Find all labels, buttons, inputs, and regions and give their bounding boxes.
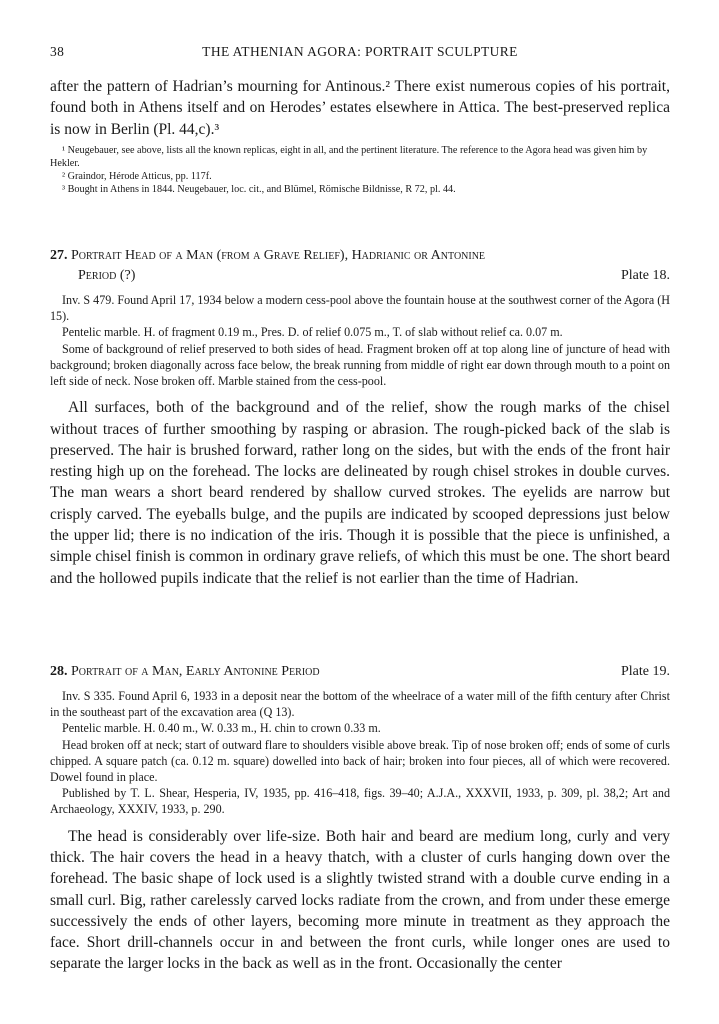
entry-27-condition: Some of background of relief preserved to both sides of head. Fragment broken off at top along line of juncture of head with background; broken diagonally across face below, the break running from middle of right ear down through mouth to a point on left side of neck. Nose broken off. Marble stained from the cess-pool.: [50, 341, 670, 389]
footnote-1: ¹ Neugebauer, see above, lists all the known replicas, eight in all, and the pertinent literature. The reference to the Agora head was given him by Hekler.: [50, 145, 648, 169]
page-number: 38: [50, 44, 65, 59]
footnote-2: ² Graindor, Hérode Atticus, pp. 117f.: [62, 171, 212, 182]
entry-28-material: Pentelic marble. H. 0.40 m., W. 0.33 m., H. chin to crown 0.33 m.: [62, 721, 381, 736]
entry-27-number: 27.: [50, 248, 68, 263]
entry-27: [50, 246, 670, 589]
entry-28: [50, 662, 670, 975]
entry-27-inventory: Inv. S 479. Found April 17, 1934 below a modern cess-pool above the fountain house at the southwest corner of the Agora (H 15).: [50, 293, 670, 324]
entry-28-heading: [50, 662, 670, 682]
entry-27-material: Pentelic marble. H. of fragment 0.19 m., Pres. D. of relief 0.075 m., T. of slab without relief ca. 0.07 m.: [62, 325, 563, 340]
intro-section: [50, 76, 670, 140]
entry-28-published: Published by T. L. Shear, Hesperia, IV, 1935, pp. 416–418, figs. 39–40; A.J.A., XXXVII, 1933, p. 309, pl. 38,2; Art and Archaeology, XXXIV, 1933, p. 290.: [50, 786, 670, 817]
entry-28-title: Portrait of a Man, Early Antonine Period: [71, 664, 320, 679]
entry-28-plate: Plate 19.: [621, 664, 670, 679]
page-header: [50, 44, 670, 64]
running-head: THE ATHENIAN AGORA: PORTRAIT SCULPTURE: [202, 44, 518, 59]
entry-27-title-line2: Period (?): [78, 268, 136, 283]
entry-27-plate: Plate 18.: [621, 268, 670, 283]
entry-27-title-line1: Portrait Head of a Man (from a Grave Relief), Hadrianic or Antonine: [71, 248, 486, 263]
entry-28-inventory: Inv. S 335. Found April 6, 1933 in a deposit near the bottom of the wheelrace of a water mill of the fifth century after Christ in the southeast part of the excavation area (Q 13).: [50, 689, 670, 720]
footnote-3: ³ Bought in Athens in 1844. Neugebauer, loc. cit., and Blümel, Römische Bildnisse, R 72, pl. 44.: [62, 184, 456, 195]
intro-paragraph: after the pattern of Hadrian’s mourning for Antinous.² There exist numerous copies of his portrait, found both in Athens itself and on Herodes’ estates elsewhere in Attica. The best-preserved replica is now in Berlin (Pl. 44,c).³: [50, 78, 670, 138]
entry-28-number: 28.: [50, 664, 68, 679]
entry-28-condition: Head broken off at neck; start of outward flare to shoulders visible above break. Tip of nose broken off; ends of some of curls chipped. A square patch (ca. 0.12 m. square) dowelled into back of hair; broken into four pieces, all of which were recovered. Dowel found in place.: [50, 737, 670, 785]
footnotes: [50, 144, 670, 196]
entry-27-heading: [50, 246, 670, 286]
entry-28-description: The head is considerably over life-size. Both hair and beard are medium long, curly and very thick. The hair covers the head in a heavy thatch, with a cluster of curls hanging down over the forehead. The basic shape of lock used is a slightly twisted strand with a double curve ending in a small curl. Big, rather carelessly carved locks radiate from the crown, and from under these emerge successively the ends of other layers, becoming more minute in treatment as they approach the face. Short drill-channels occur in and between the front curls, while longer ones are used to separate the larger locks in the back as well as in the front. Occasionally the center: [50, 827, 670, 973]
entry-27-description: All surfaces, both of the background and of the relief, show the rough marks of the chisel without traces of further smoothing by rasping or abrasion. The rough-picked back of the slab is preserved. The hair is brushed forward, rather long on the sides, but with the ends of the front hair resting high up on the forehead. The locks are delineated by rough chisel strokes in double curves. The man wears a short beard rendered by shallow curved strokes. The eyelids are narrow but crisply carved. The eyeballs bulge, and the pupils are indicated by scooped depressions just below the upper lid; there is no indication of the iris. Though it is possible that the piece is unfinished, a simple chisel finish is common in ordinary grave reliefs, of which this must be one. The short beard and the hollowed pupils indicate that the relief is not earlier than the time of Hadrian.: [50, 399, 670, 587]
